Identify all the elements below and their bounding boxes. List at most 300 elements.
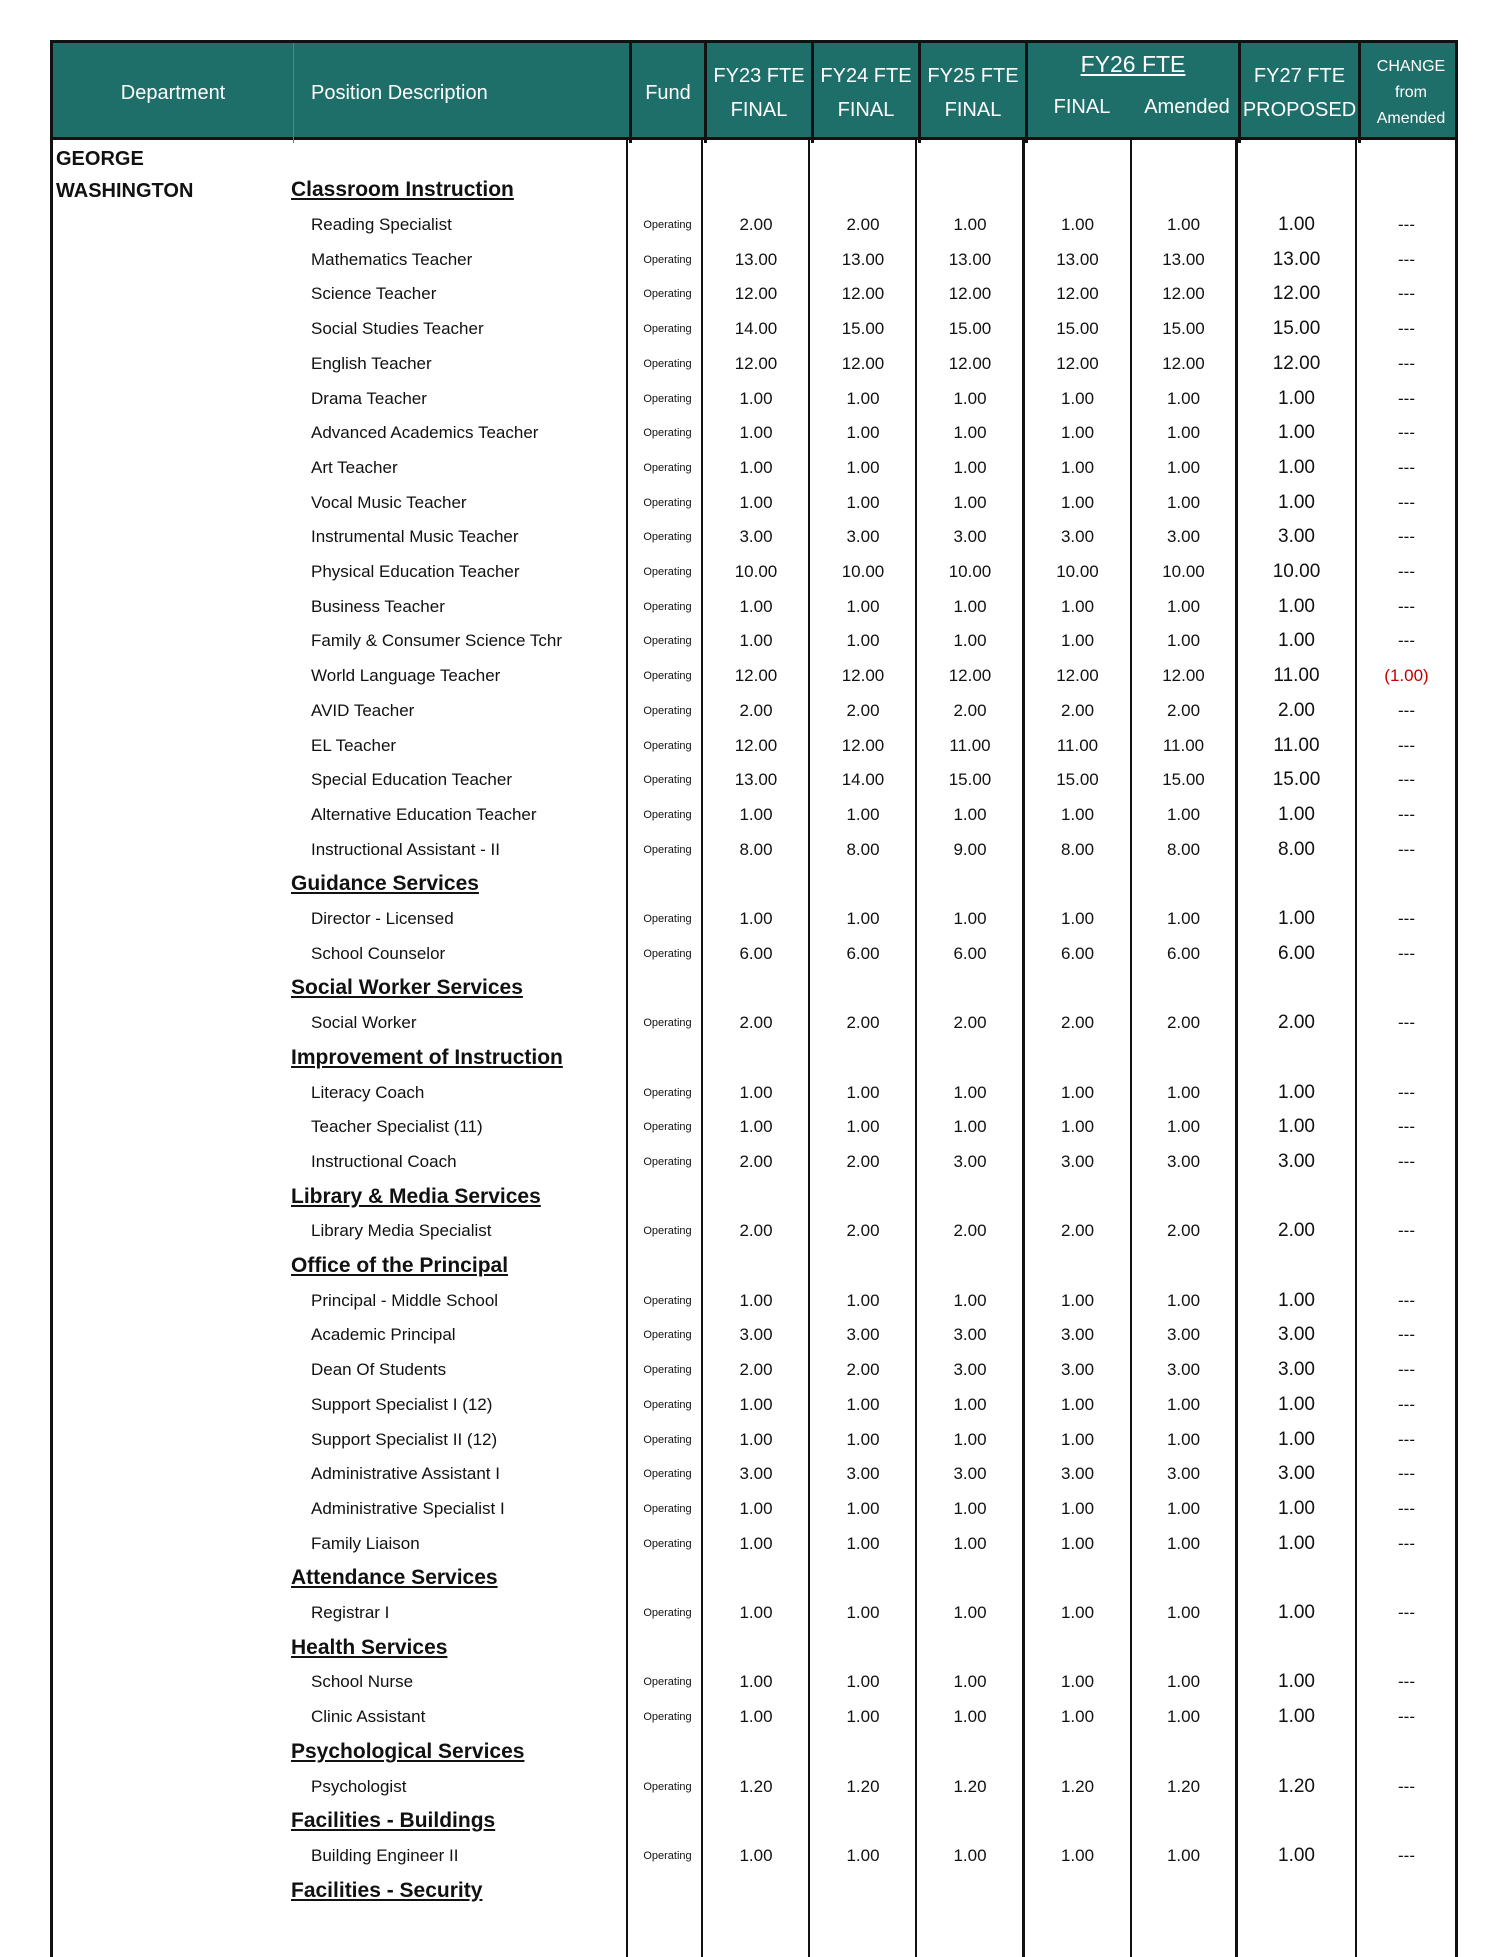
section-row — [50, 867, 1458, 902]
position-description: School Nurse — [311, 1672, 414, 1692]
fy27-proposed-cell: 1.00 — [1278, 803, 1315, 825]
fy27-proposed-cell: 2.00 — [1278, 1012, 1315, 1034]
fy26-amended-cell: 2.00 — [1166, 1221, 1201, 1241]
fy23-final-cell: 2.00 — [739, 1221, 773, 1241]
fy25-final-cell: 1.00 — [953, 492, 987, 512]
fy25-final-cell: 2.00 — [953, 1013, 987, 1033]
fy24-final-cell: 1.00 — [846, 631, 880, 651]
fy24-final-cell: 2.00 — [846, 1151, 880, 1171]
position-description: Clinic Assistant — [311, 1707, 426, 1727]
fy26-amended-cell: 1.00 — [1166, 1290, 1201, 1310]
fy26-final-cell: 1.00 — [1060, 1082, 1095, 1102]
fy24-final-cell: 1.00 — [846, 1290, 880, 1310]
fy25-final-cell: 3.00 — [953, 1360, 987, 1380]
table-row — [50, 936, 1458, 971]
fy23-final-cell: 2.00 — [739, 1151, 773, 1171]
table-row — [50, 659, 1458, 694]
section-heading: Attendance Services — [291, 1566, 498, 1590]
header-department: Department — [120, 82, 226, 104]
fy26-final-cell: 12.00 — [1056, 284, 1099, 304]
fy27-proposed-cell: 1.00 — [1278, 1428, 1315, 1450]
change-from-amended-cell: --- — [1398, 353, 1415, 373]
fy25-final-cell: 1.00 — [953, 1429, 987, 1449]
fy25-final-cell: 1.20 — [953, 1776, 987, 1796]
fy25-final-cell: 1.00 — [953, 1845, 987, 1865]
fy26-final-cell: 1.00 — [1060, 1672, 1095, 1692]
fy26-final-cell: 1.00 — [1060, 596, 1095, 616]
position-description: World Language Teacher — [311, 666, 501, 686]
fy23-final-cell: 1.00 — [739, 1429, 773, 1449]
fy25-final-cell: 3.00 — [953, 527, 987, 547]
section-row — [50, 1249, 1458, 1284]
fy26-final-cell: 2.00 — [1060, 1221, 1095, 1241]
position-description: Support Specialist I (12) — [311, 1394, 493, 1414]
table-row — [50, 902, 1458, 937]
table-row — [50, 1145, 1458, 1180]
header-fy23: FY23 FTE FINAL — [713, 65, 805, 121]
fy23-final-cell: 3.00 — [739, 1325, 773, 1345]
position-description: Mathematics Teacher — [311, 249, 473, 269]
table-row — [50, 1492, 1458, 1527]
position-description: Drama Teacher — [311, 388, 427, 408]
fy24-final-cell: 1.00 — [846, 1707, 880, 1727]
table-row — [50, 416, 1458, 451]
fy26-amended-cell: 1.00 — [1166, 1707, 1201, 1727]
change-from-amended-cell: --- — [1398, 215, 1415, 235]
position-description: Support Specialist II (12) — [311, 1429, 498, 1449]
table-row — [50, 312, 1458, 347]
fy26-amended-cell: 1.00 — [1166, 492, 1201, 512]
fy26-amended-cell: 2.00 — [1166, 1013, 1201, 1033]
fy26-amended-cell: 1.00 — [1166, 1498, 1201, 1518]
section-heading: Classroom Instruction — [291, 178, 514, 202]
change-from-amended-cell: --- — [1398, 909, 1415, 929]
fy25-final-cell: 1.00 — [953, 1707, 987, 1727]
fy27-proposed-cell: 1.00 — [1278, 1671, 1315, 1693]
fy23-final-cell: 1.00 — [739, 1117, 773, 1137]
table-row — [50, 555, 1458, 590]
position-description: Instructional Coach — [311, 1151, 457, 1171]
fy23-final-cell: 13.00 — [734, 770, 778, 790]
position-description: Family & Consumer Science Tchr — [311, 631, 562, 651]
fy24-final-cell: 1.00 — [846, 1429, 880, 1449]
section-heading: Guidance Services — [291, 872, 479, 896]
table-row — [50, 728, 1458, 763]
fy23-final-cell: 2.00 — [739, 1013, 773, 1033]
fy27-proposed-cell: 1.00 — [1278, 630, 1315, 652]
fy23-final-cell: 1.00 — [739, 1082, 773, 1102]
table-row — [50, 1665, 1458, 1700]
fy25-final-cell: 11.00 — [949, 735, 991, 755]
position-description: Physical Education Teacher — [311, 562, 520, 582]
fy23-final-cell: 1.00 — [739, 1707, 773, 1727]
fy23-final-cell: 8.00 — [739, 839, 773, 859]
change-from-amended-cell: --- — [1398, 423, 1415, 443]
fy27-proposed-cell: 15.00 — [1272, 318, 1321, 340]
section-row — [50, 1179, 1458, 1214]
fy25-final-cell: 12.00 — [948, 353, 992, 373]
fy24-final-cell: 1.00 — [846, 1117, 880, 1137]
fy23-final-cell: 1.20 — [739, 1776, 773, 1796]
header-change: CHANGE from Amended — [1376, 58, 1446, 127]
fy25-final-cell: 3.00 — [953, 1464, 987, 1484]
fy26-final-cell: 1.00 — [1060, 631, 1095, 651]
fund-cell: Operating — [643, 739, 692, 752]
fy27-proposed-cell: 1.00 — [1278, 1393, 1315, 1415]
fund-cell: Operating — [643, 1433, 692, 1446]
fy26-final-cell: 1.00 — [1060, 1394, 1095, 1414]
fy23-final-cell: 1.00 — [739, 1533, 773, 1553]
fy24-final-cell: 1.00 — [846, 1672, 880, 1692]
fy27-proposed-cell: 1.00 — [1278, 1706, 1315, 1728]
fy24-final-cell: 14.00 — [841, 770, 885, 790]
fund-cell: Operating — [643, 1607, 692, 1620]
fy27-proposed-cell: 1.00 — [1278, 387, 1315, 409]
fy23-final-cell: 1.00 — [739, 388, 773, 408]
change-from-amended-cell: --- — [1398, 1013, 1415, 1033]
fy26-amended-cell: 1.00 — [1166, 596, 1201, 616]
fy26-final-cell: 1.00 — [1060, 1498, 1095, 1518]
fy26-final-cell: 3.00 — [1060, 1151, 1095, 1171]
fy27-proposed-cell: 6.00 — [1278, 942, 1315, 964]
fy26-amended-cell: 1.00 — [1166, 388, 1201, 408]
fy24-final-cell: 1.00 — [846, 457, 880, 477]
position-description: Literacy Coach — [311, 1082, 425, 1102]
table-row — [50, 798, 1458, 833]
fund-cell: Operating — [643, 1086, 692, 1099]
fy27-proposed-cell: 1.00 — [1278, 1602, 1315, 1624]
fy26-amended-cell: 1.00 — [1166, 457, 1201, 477]
table-row — [50, 1769, 1458, 1804]
change-from-amended-cell: --- — [1398, 1498, 1415, 1518]
fy26-final-cell: 1.00 — [1060, 1603, 1095, 1623]
position-description: Administrative Assistant I — [311, 1464, 500, 1484]
fy23-final-cell: 13.00 — [734, 249, 778, 269]
fy26-amended-cell: 1.00 — [1166, 1845, 1201, 1865]
fy24-final-cell: 10.00 — [841, 562, 885, 582]
change-from-amended-cell: --- — [1398, 1672, 1415, 1692]
section-row — [50, 1804, 1458, 1839]
fy24-final-cell: 1.00 — [846, 1603, 880, 1623]
header-fund: Fund — [645, 82, 691, 104]
fy27-proposed-cell: 1.20 — [1278, 1775, 1315, 1797]
fy23-final-cell: 1.00 — [739, 909, 773, 929]
table-row — [50, 347, 1458, 382]
fy26-final-cell: 3.00 — [1060, 1464, 1095, 1484]
table-row — [50, 589, 1458, 624]
fund-cell: Operating — [643, 808, 692, 821]
fy26-amended-cell: 1.00 — [1166, 1603, 1201, 1623]
fy24-final-cell: 1.00 — [846, 804, 880, 824]
fy26-amended-cell: 12.00 — [1162, 353, 1205, 373]
fy26-amended-cell: 12.00 — [1162, 284, 1205, 304]
position-description: Director - Licensed — [311, 909, 454, 929]
fy27-proposed-cell: 1.00 — [1278, 1497, 1315, 1519]
fy23-final-cell: 3.00 — [739, 527, 773, 547]
fy24-final-cell: 1.00 — [846, 1082, 880, 1102]
table-row — [50, 1283, 1458, 1318]
fy24-final-cell: 13.00 — [841, 249, 885, 269]
fy23-final-cell: 1.00 — [739, 804, 773, 824]
change-from-amended-cell: --- — [1398, 1360, 1415, 1380]
fy25-final-cell: 10.00 — [948, 562, 992, 582]
header-fy27: FY27 FTE PROPOSED — [1242, 65, 1357, 121]
fy23-final-cell: 1.00 — [739, 1290, 773, 1310]
table-row — [50, 1110, 1458, 1145]
fy26-amended-cell: 1.00 — [1166, 909, 1201, 929]
table-row — [50, 694, 1458, 729]
table-row — [50, 277, 1458, 312]
fy26-amended-cell: 2.00 — [1166, 700, 1201, 720]
header-fy26-final: FINAL — [1053, 96, 1111, 118]
fy24-final-cell: 2.00 — [846, 1221, 880, 1241]
fy26-final-cell: 13.00 — [1056, 249, 1099, 269]
table-row — [50, 242, 1458, 277]
fund-cell: Operating — [643, 253, 692, 266]
fy23-final-cell: 1.00 — [739, 631, 773, 651]
fy23-final-cell: 12.00 — [734, 284, 778, 304]
fy23-final-cell: 1.00 — [739, 1498, 773, 1518]
change-from-amended-cell: --- — [1398, 1707, 1415, 1727]
fy27-proposed-cell: 11.00 — [1273, 665, 1320, 687]
change-from-amended-cell: --- — [1398, 527, 1415, 547]
position-description: School Counselor — [311, 943, 446, 963]
fy26-amended-cell: 1.20 — [1166, 1776, 1201, 1796]
fund-cell: Operating — [643, 1711, 692, 1724]
fy27-proposed-cell: 1.00 — [1278, 908, 1315, 930]
fy26-amended-cell: 13.00 — [1162, 249, 1205, 269]
fy25-final-cell: 1.00 — [953, 631, 987, 651]
fy26-amended-cell: 3.00 — [1166, 1360, 1201, 1380]
department-name: GEORGE WASHINGTON — [56, 148, 194, 202]
fy25-final-cell: 9.00 — [953, 839, 987, 859]
fy25-final-cell: 1.00 — [953, 1290, 987, 1310]
fy27-proposed-cell: 1.00 — [1278, 1116, 1315, 1138]
position-description: Alternative Education Teacher — [311, 804, 537, 824]
fy25-final-cell: 15.00 — [948, 770, 992, 790]
fy27-proposed-cell: 1.00 — [1278, 491, 1315, 513]
fund-cell: Operating — [643, 1537, 692, 1550]
fy24-final-cell: 1.00 — [846, 492, 880, 512]
fund-cell: Operating — [643, 1849, 692, 1862]
table-row — [50, 1075, 1458, 1110]
fy23-final-cell: 1.00 — [739, 423, 773, 443]
table-row — [50, 208, 1458, 243]
fy27-proposed-cell: 1.00 — [1278, 595, 1315, 617]
fy27-proposed-cell: 1.00 — [1278, 1844, 1315, 1866]
position-description: Instrumental Music Teacher — [311, 527, 519, 547]
header-fy26-amended: Amended — [1144, 96, 1230, 118]
change-from-amended-cell: --- — [1398, 457, 1415, 477]
change-from-amended-cell: --- — [1398, 1776, 1415, 1796]
fy23-final-cell: 6.00 — [739, 943, 773, 963]
fy26-final-cell: 15.00 — [1056, 770, 1099, 790]
fy27-proposed-cell: 1.00 — [1278, 214, 1315, 236]
fund-cell: Operating — [643, 531, 692, 544]
position-description: EL Teacher — [311, 735, 397, 755]
fund-cell: Operating — [643, 496, 692, 509]
fy25-final-cell: 2.00 — [953, 700, 987, 720]
fund-cell: Operating — [643, 288, 692, 301]
position-description: Instructional Assistant - II — [311, 839, 500, 859]
fy24-final-cell: 12.00 — [841, 353, 885, 373]
fy23-final-cell: 1.00 — [739, 596, 773, 616]
fy23-final-cell: 1.00 — [739, 1845, 773, 1865]
fy23-final-cell: 2.00 — [739, 215, 773, 235]
fy26-final-cell: 3.00 — [1060, 1360, 1095, 1380]
fy26-final-cell: 8.00 — [1060, 839, 1095, 859]
fy26-amended-cell: 15.00 — [1162, 319, 1205, 339]
fy25-final-cell: 1.00 — [953, 1082, 987, 1102]
fy24-final-cell: 1.00 — [846, 909, 880, 929]
change-from-amended-cell: --- — [1398, 1082, 1415, 1102]
fund-cell: Operating — [643, 1121, 692, 1134]
change-from-amended-cell: --- — [1398, 1394, 1415, 1414]
fund-cell: Operating — [643, 357, 692, 370]
fy25-final-cell: 3.00 — [953, 1151, 987, 1171]
position-description: Building Engineer II — [311, 1845, 459, 1865]
fy24-final-cell: 15.00 — [841, 319, 885, 339]
fy26-amended-cell: 1.00 — [1166, 215, 1201, 235]
fy26-final-cell: 1.00 — [1060, 388, 1095, 408]
change-from-amended-cell: --- — [1398, 562, 1415, 582]
fund-cell: Operating — [643, 1155, 692, 1168]
fy26-amended-cell: 8.00 — [1166, 839, 1201, 859]
change-from-amended-cell: --- — [1398, 631, 1415, 651]
fund-cell: Operating — [643, 323, 692, 336]
position-description: Library Media Specialist — [311, 1221, 492, 1241]
fy23-final-cell: 1.00 — [739, 457, 773, 477]
fy26-amended-cell: 11.00 — [1162, 735, 1205, 755]
table-row — [50, 485, 1458, 520]
fy26-final-cell: 2.00 — [1060, 700, 1095, 720]
change-from-amended-cell: --- — [1398, 284, 1415, 304]
position-description: Registrar I — [311, 1603, 390, 1623]
fy26-amended-cell: 1.00 — [1166, 423, 1201, 443]
change-from-amended-cell: --- — [1398, 700, 1415, 720]
table-row — [50, 1006, 1458, 1041]
fy26-amended-cell: 10.00 — [1162, 562, 1205, 582]
fy27-proposed-cell: 12.00 — [1272, 283, 1321, 305]
section-heading: Facilities - Buildings — [291, 1809, 496, 1833]
fy26-amended-cell: 15.00 — [1162, 770, 1205, 790]
table-row — [50, 624, 1458, 659]
fund-cell: Operating — [643, 1468, 692, 1481]
fund-cell: Operating — [643, 1780, 692, 1793]
change-from-amended-cell: (1.00) — [1384, 666, 1429, 686]
fy26-final-cell: 1.20 — [1060, 1776, 1095, 1796]
fy23-final-cell: 12.00 — [734, 735, 778, 755]
change-from-amended-cell: --- — [1398, 735, 1415, 755]
table-row — [50, 1353, 1458, 1388]
fy26-amended-cell: 1.00 — [1166, 1394, 1201, 1414]
table-row — [50, 763, 1458, 798]
fy26-final-cell: 1.00 — [1060, 492, 1095, 512]
fy26-amended-cell: 1.00 — [1166, 1082, 1201, 1102]
position-description: Advanced Academics Teacher — [311, 423, 539, 443]
fy24-final-cell: 2.00 — [846, 1360, 880, 1380]
fund-cell: Operating — [643, 1676, 692, 1689]
fy26-final-cell: 11.00 — [1056, 735, 1099, 755]
fy26-final-cell: 1.00 — [1060, 1845, 1095, 1865]
section-heading: Social Worker Services — [291, 976, 523, 1000]
table-row — [50, 1700, 1458, 1735]
fy25-final-cell: 1.00 — [953, 388, 987, 408]
table-row — [50, 1596, 1458, 1631]
fy25-final-cell: 1.00 — [953, 1394, 987, 1414]
fund-cell: Operating — [643, 1225, 692, 1238]
position-description: Family Liaison — [311, 1533, 420, 1553]
table-row — [50, 832, 1458, 867]
fy24-final-cell: 6.00 — [846, 943, 880, 963]
change-from-amended-cell: --- — [1398, 1221, 1415, 1241]
change-from-amended-cell: --- — [1398, 1290, 1415, 1310]
change-from-amended-cell: --- — [1398, 1151, 1415, 1171]
fy26-final-cell: 3.00 — [1060, 527, 1095, 547]
table-row — [50, 381, 1458, 416]
fy23-final-cell: 12.00 — [734, 666, 778, 686]
fy25-final-cell: 1.00 — [953, 1498, 987, 1518]
section-row — [50, 173, 1458, 208]
fy24-final-cell: 12.00 — [841, 666, 885, 686]
fund-cell: Operating — [643, 566, 692, 579]
fund-cell: Operating — [643, 670, 692, 683]
fy24-final-cell: 2.00 — [846, 1013, 880, 1033]
fy23-final-cell: 1.00 — [739, 492, 773, 512]
fy26-final-cell: 1.00 — [1060, 1707, 1095, 1727]
fy24-final-cell: 1.00 — [846, 423, 880, 443]
header-fy24: FY24 FTE FINAL — [820, 65, 912, 121]
fy26-final-cell: 1.00 — [1060, 457, 1095, 477]
position-description: English Teacher — [311, 353, 432, 373]
fy24-final-cell: 1.00 — [846, 1533, 880, 1553]
fy25-final-cell: 13.00 — [948, 249, 992, 269]
change-from-amended-cell: --- — [1398, 943, 1415, 963]
fund-cell: Operating — [643, 392, 692, 405]
section-row — [50, 971, 1458, 1006]
fy26-amended-cell: 1.00 — [1166, 1117, 1201, 1137]
fund-cell: Operating — [643, 219, 692, 232]
fy24-final-cell: 12.00 — [841, 284, 885, 304]
fy24-final-cell: 3.00 — [846, 1464, 880, 1484]
table-row — [50, 1388, 1458, 1423]
change-from-amended-cell: --- — [1398, 804, 1415, 824]
fy24-final-cell: 1.00 — [846, 388, 880, 408]
fy26-final-cell: 15.00 — [1056, 319, 1099, 339]
fy27-proposed-cell: 10.00 — [1272, 561, 1321, 583]
fy26-final-cell: 1.00 — [1060, 909, 1095, 929]
header-fy25: FY25 FTE FINAL — [927, 65, 1019, 121]
change-from-amended-cell: --- — [1398, 1603, 1415, 1623]
fy27-proposed-cell: 2.00 — [1278, 1220, 1315, 1242]
fy26-amended-cell: 3.00 — [1166, 1464, 1201, 1484]
change-from-amended-cell: --- — [1398, 1533, 1415, 1553]
section-heading: Facilities - Security — [291, 1878, 483, 1902]
fy24-final-cell: 3.00 — [846, 527, 880, 547]
fy26-final-cell: 1.00 — [1060, 423, 1095, 443]
fy24-final-cell: 1.20 — [846, 1776, 880, 1796]
fy27-proposed-cell: 3.00 — [1278, 1463, 1315, 1485]
fy26-amended-cell: 3.00 — [1166, 527, 1201, 547]
position-description: Administrative Specialist I — [311, 1498, 505, 1518]
fy25-final-cell: 1.00 — [953, 215, 987, 235]
position-description: Special Education Teacher — [311, 770, 512, 790]
fy23-final-cell: 2.00 — [739, 700, 773, 720]
fy23-final-cell: 1.00 — [739, 1672, 773, 1692]
fy25-final-cell: 2.00 — [953, 1221, 987, 1241]
fund-cell: Operating — [643, 427, 692, 440]
fy25-final-cell: 12.00 — [948, 284, 992, 304]
